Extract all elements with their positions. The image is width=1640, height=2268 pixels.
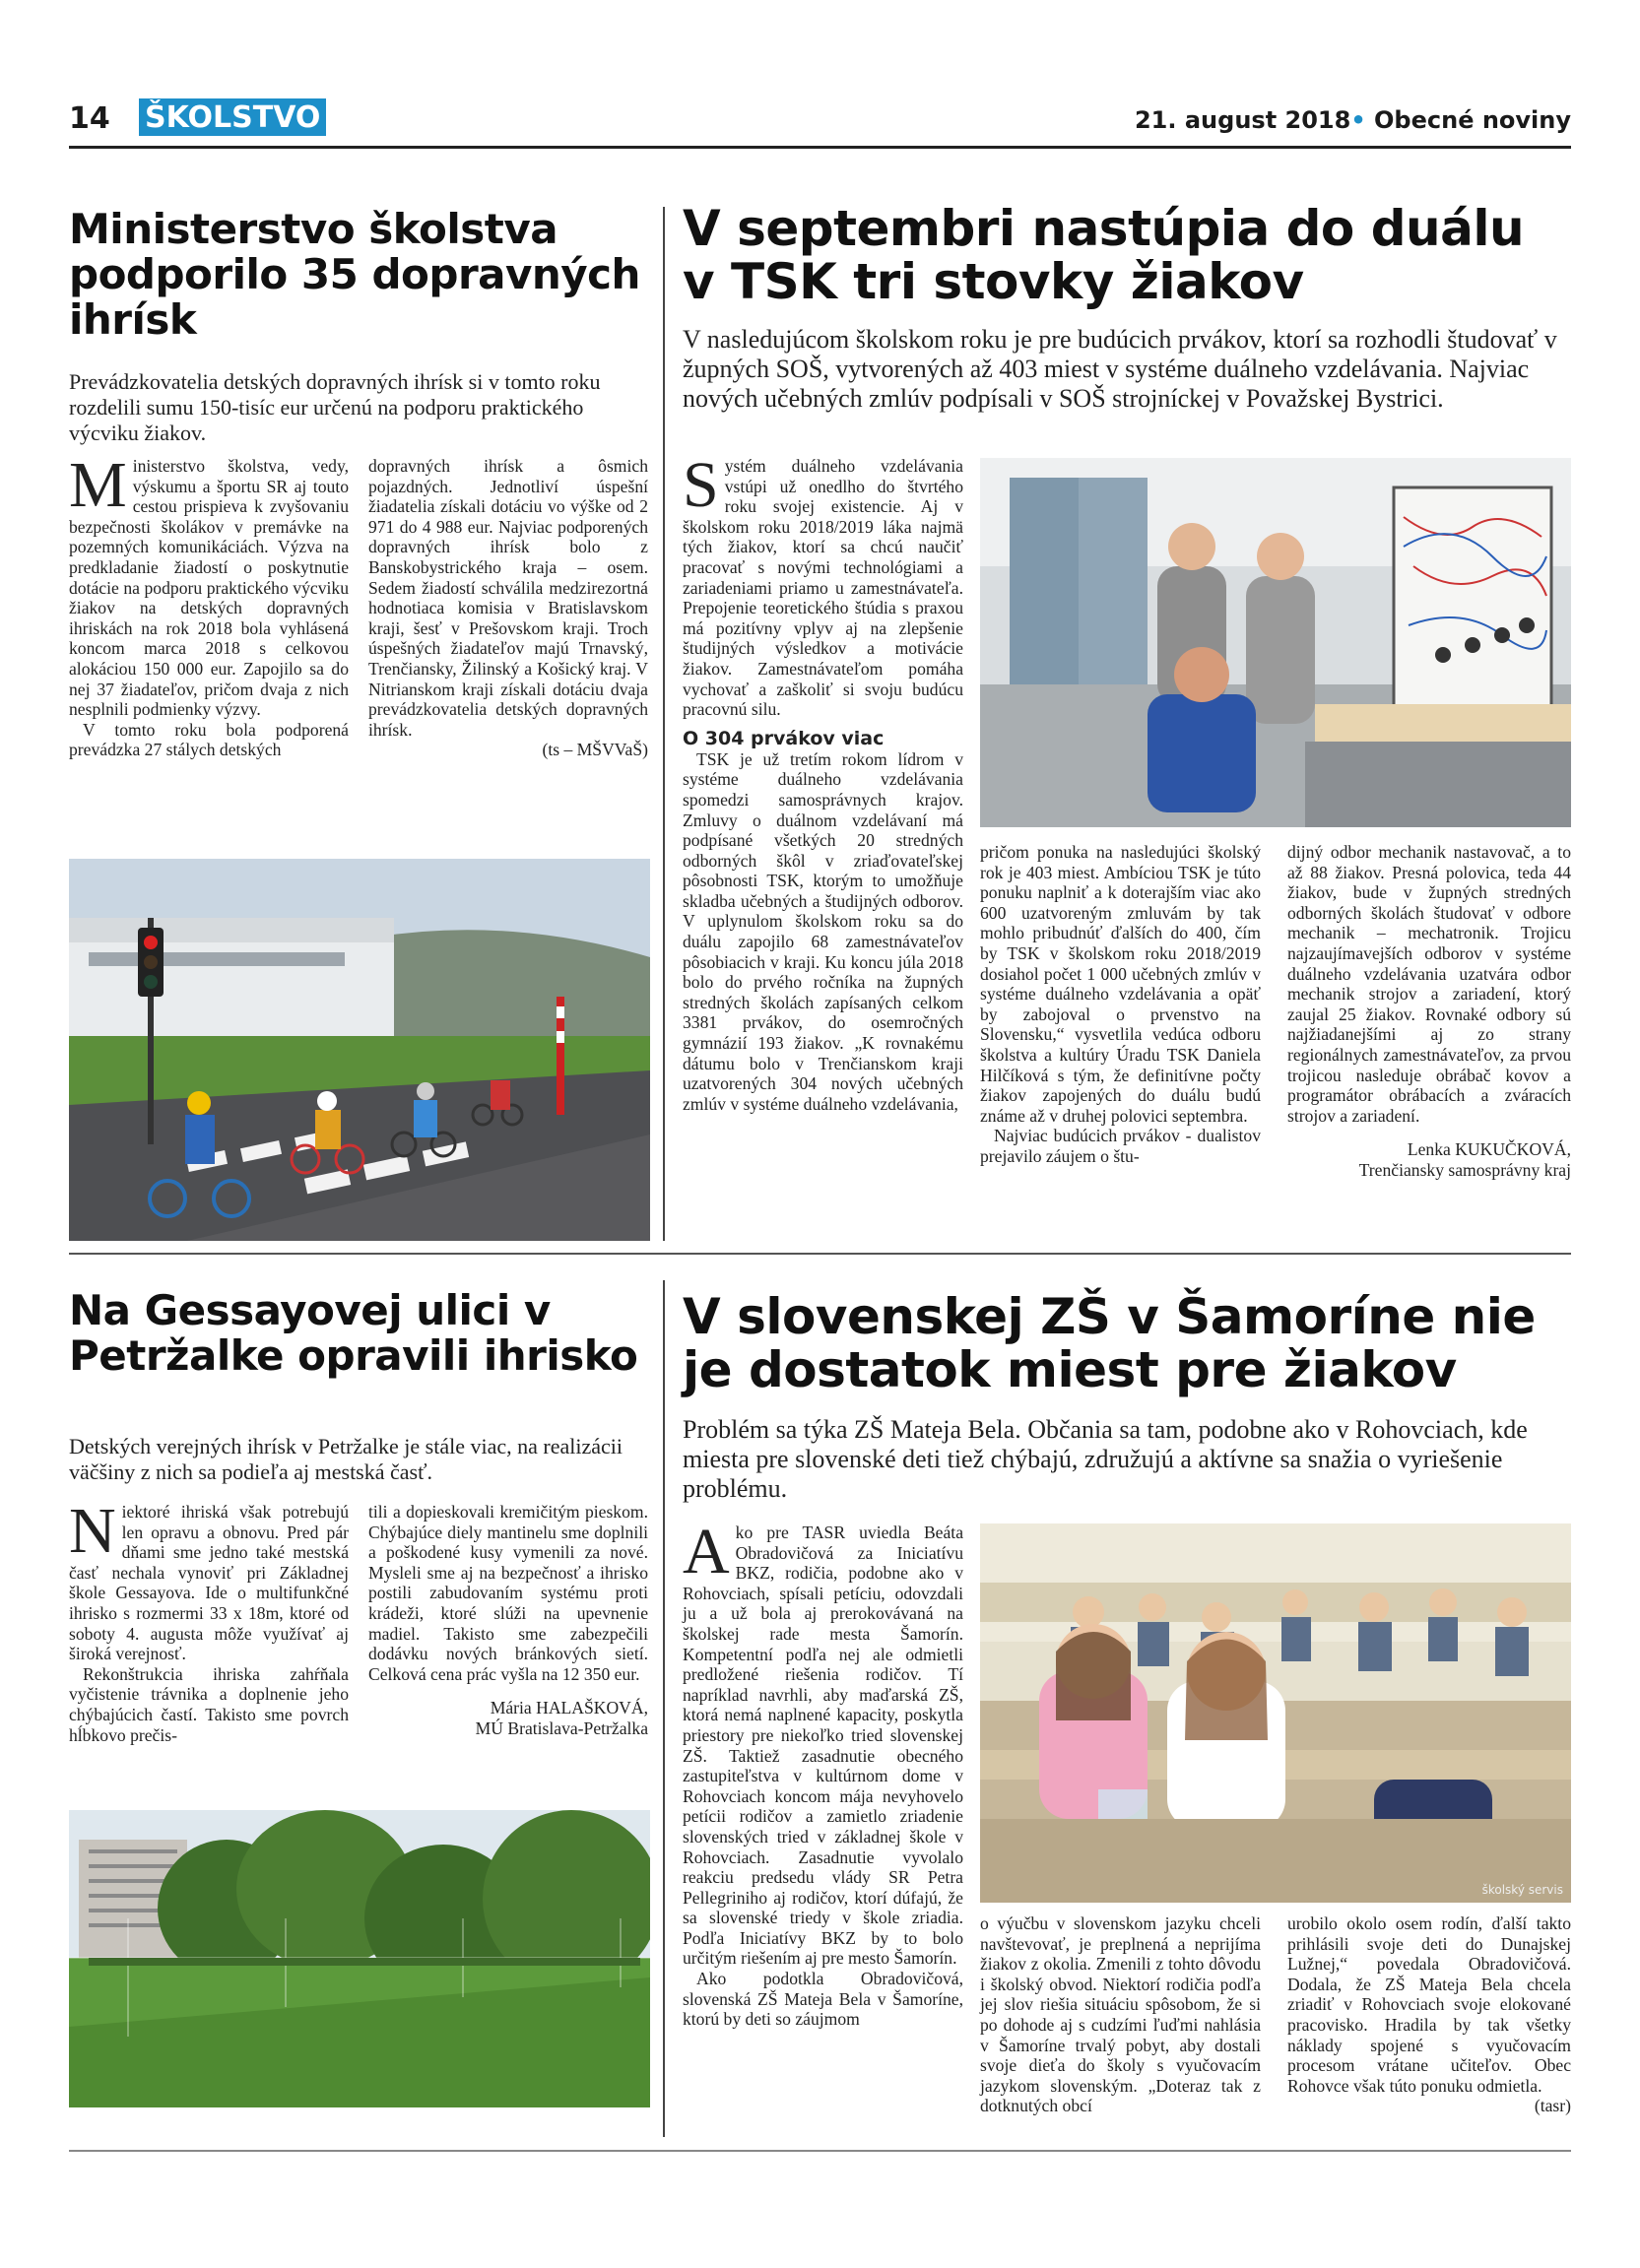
issue-date: 21. august 2018 [1134,106,1351,134]
article-2-col3: dijný odbor mechanik nastavovač, a to až 88 žiakov. Presná polovica, teda 44 žiakov, bude v župných stredných odborných školách študovať v odbore mechanik – mechatronik. Trojicu najzaujímavejších odborov v systéme duálneho vzdelávania uzatvára odbor mechanik strojov a zariadení, ktorý zaujal 25 žiakov. Rovnaké odbory sú najžiadanejšími aj zo strany regionálnych zamestnávateľov, za prvou trojicou nasleduje obrábač kovov a programátor obrábacích a zváracích strojov a zariadení. Lenka KUKUČKOVÁ, Trenčiansky samosprávny kraj [1287,842,1571,1180]
article-3-lead: Detských verejných ihrísk v Petržalke je stále viac, na realizácii väčšiny z nich sa podieľa aj mestská časť. [69,1434,623,1484]
column-divider [663,207,665,1241]
column-divider [663,1280,665,2137]
page-number: 14 [69,101,110,136]
article-3-signature-name: Mária HALAŠKOVÁ, [490,1698,648,1718]
classroom-photo [980,1523,1571,1903]
article-2-signature-name: Lenka KUKUČKOVÁ, [1407,1139,1571,1160]
photo-credit: školský servis [1481,1883,1563,1897]
footer-rule [69,2150,1571,2152]
article-2-lead: V nasledujúcom školskom roku je pre budúcich prvákov, ktorí sa rozhodli študovať v župných SOŠ, vytvorených až 403 miest v systéme duálneho vzdelávania. Najviac nových učebných zmlúv podpísali v SOŠ strojníckej v Považskej Bystrici. [683,325,1557,413]
article-1-signature: (ts – MŠVVaŠ) [542,740,648,760]
article-3-col2: tili a dopieskovali kremičitým pieskom. Chýbajúce diely mantinelu sme doplnili a poškodené kusy vymenili za nové. Mysleli sme aj na bezpečnosť a ihrisko postili zabudovaním systému proti krádeži, ktoré slúži na upevnenie madiel. Takisto sme zabezpečili dodávku nových bránkových sietí. Celková cena prác vyšla na 12 350 eur. Mária HALAŠKOVÁ, MÚ Bratislava-Petržalka [368,1502,648,1738]
article-4-title: V slovenskej ZŠ v Šamoríne nie je dostatok miest pre žiakov [683,1288,1536,1398]
article-3-col1: N iektoré ihriská však potrebujú len opravu a obnovu. Pred pár dňami sme jedno také mestská časť nechala vynoviť pri Základnej škole Gessayova. Ide o multifunkčné ihrisko s rozmermi 33 x 18m, ktoré od soboty 4. augusta môže využívať aj široká verejnosť. Rekonštrukcia ihriska zahŕňala vyčistenie trávnika a doplnenie jeho chýbajúcich častí. Takisto sme povrch hĺbkovo prečis- [69,1495,349,1745]
article-1-col1: M inisterstvo školstva, vedy, výskumu a športu SR aj touto cestou prispieva k zvyšovaniu bezpečnosti školákov v premávke na pozemných komunikáciách. Výzva na predkladanie žiadostí o poskytnutie dotácie na podporu praktického výcviku žiakov na detských dopravných ihriskách na rok 2018 bola vyhlásená koncom marca 2018 s celkovou alokáciou 150 000 eur. Zapojilo sa do nej 37 žiadateľov, pričom dvaja z nich nesplnili podmienky výzvy. V tomto roku bola podporená prevádzka 27 stálych detských [69,449,349,760]
traffic-playground-photo [69,859,650,1241]
article-3-title: Na Gessayovej ulici v Petržalke opravili ihrisko [69,1286,638,1380]
article-4-col2: o výučbu v slovenskom jazyku chceli navštevovať, je preplnená a neprijíma žiakov z okolia. Zmenili z tohto dôvodu i školský obvod. Niektorí rodičia podľa jej slov riešia situáciu spôsobom, že si po dohode aj s cudzími ľuďmi nahlásia v Šamoríne trvalý pobyt, aby dostali svoje dieťa do školy s vyučovacím jazykom slovenským. „Doteraz tak z dotknutých obcí [980,1913,1261,2116]
header-rule [69,146,1571,149]
article-2-title: V septembri nastúpia do duálu v TSK tri stovky žiakov [683,200,1525,310]
article-1-title: Ministerstvo školstva podporilo 35 dopravných ihrísk [69,205,640,344]
article-1-lead: Prevádzkovatelia detských dopravných ihrísk si v tomto roku rozdelili sumu 150-tisíc eur určenú na podporu praktického výcviku žiakov. [69,369,601,445]
section-label: ŠKOLSTVO [139,98,326,136]
dropcap: A [683,1516,730,1588]
dropcap: S [683,449,719,521]
article-2-col2: pričom ponuka na nasledujúci školský rok je 403 miest. Ambíciou TSK je túto ponuku naplniť a k doterajším viac ako 600 uzatvoreným zmluvám by tak mohlo pribudnúť ďalších do 400, čím by TSK v školskom roku 2018/2019 dosiahol počet 1 000 učebných zmlúv v systéme duálneho vzdelávania a opäť by zabojoval o prvenstvo na Slovensku,“ vysvetlila vedúca odboru školstva a kultúry Úradu TSK Daniela Hilčíková s tým, že definitívne počty žiakov zapojených do duálu budú známe až v druhej polovici septembra. Najviac budúcich prvákov - dualistov prejavilo záujem o štu- [980,842,1261,1166]
sports-pitch-photo [69,1810,650,2107]
article-2-col1: S ystém duálneho vzdelávania vstúpi už onedlho do štvrtého roku svojej existencie. Aj v školskom roku 2018/2019 láka najmä tých žiakov, ktorí sa chcú naučiť pracovať s novými technológiami a zariadeniami priamo u zamestnávateľa. Prepojenie teoretického štúdia s praxou má pozitívny vplyv aj na zlepšenie študijných výsledkov a motivácie žiakov. Zamestnávateľom pomáha vychovať a zaškoliť si svoju budúcu pracovnú silu. O 304 prvákov viac TSK je už tretím rokom lídrom v systéme duálneho vzdelávania spomedzi samosprávnych krajov. Zmluvy o duálnom vzdelávaní má podpísané všetkých 20 stredných odborných škôl v zriaďovateľskej pôsobnosti TSK, ktorým to umožňuje skladba učebných a študijných odborov. V uplynulom školskom roku sa do duálu zapojilo 68 zamestnávateľov pôsobiacich v kraji. Ku koncu júla 2018 bolo do prvého ročníka na župných stredných školách zapísaných celkom 3381 prvákov, do osemročných gymnázií 193 žiakov. „K rovnakému dátumu bolo v Trenčianskom kraji uzatvorených 304 nových učebných zmlúv v systéme duálneho vzdelávania, [683,449,963,1114]
article-4-signature: (tasr) [1534,2096,1571,2116]
paper-name: Obecné noviny [1374,106,1571,134]
article-4-col3: urobilo okolo osem rodín, ďalší takto prihlásili svoje deti do Dunajskej Lužnej,“ povedala Obradovičová. Dodala, že ZŠ Mateja Bela chcela zriadiť v Rohovciach svoje elokované pracovisko. Hradila by tak všetky náklady spojené s vyučovacím procesom vrátane učiteľov. Obec Rohovce však túto ponuku odmietla. (tasr) [1287,1913,1571,2116]
article-1-col2: dopravných ihrísk a ôsmich pojazdných. Jednotliví úspešní žiadatelia získali dotáciu vo výške od 2 971 do 4 988 eur. Najviac podporených dopravných ihrísk bolo z Banskobystrického kraja – osem. Sedem žiadostí schválila medzirezortná hodnotiaca komisia v Bratislavskom kraji, šesť v Prešovskom kraji. Troch úspešných žiadateľov majú Trnavský, Trenčiansky, Žilinský a Košický kraj. V Nitrianskom kraji získali dotáciu dvaja prevádzkovatelia detských dopravných ihrísk. (ts – MŠVVaŠ) [368,456,648,760]
dropcap: M [69,449,127,521]
masthead-info [1135,106,1571,134]
article-4-col1: A ko pre TASR uviedla Beáta Obradovičová za Iniciatívu BKZ, rodičia, podobne ako v Rohovciach, spísali petíciu, odovzdali ju a už bola aj prerokovávaná na školskej rade mesta Šamorín. Kompetentní podľa nej ale odmietli predložené riešenia rodičov. Tí napríklad navrhli, aby maďarská ZŠ, ktorá nemá naplnené kapacity, poskytla priestory pre niekoľko tried slovenskej ZŠ. Taktiež zasadnutie obecného zastupiteľstva v kultúrnom dome v Rohovciach koncom mája nevyhovelo petícii rodičov a zamietlo zriadenie slovenských tried v základnej škole v Rohovciach. Zasadnutie vyvolalo reakciu predsedu vlády SR Petra Pellegriniho aj rodičov, ktorí dúfajú, že sa slovenské triedy v škole zriadia. Podľa Iniciatívy BKZ by to bolo určitým riešením aj pre mesto Šamorín. Ako podotkla Obradovičová, slovenská ZŠ Mateja Bela v Šamoríne, ktorú by deti so záujmom [683,1516,963,2030]
section-rule [69,1253,1571,1255]
article-2-subheading: O 304 prvákov viac [683,727,885,749]
separator-dot: • [1350,106,1366,134]
article-4-lead: Problém sa týka ZŠ Mateja Bela. Občania sa tam, podobne ako v Rohovciach, kde miesta pre slovenské deti tiež chýbajú, združujú a aktívne sa snažia o vyriešenie problému. [683,1415,1528,1503]
dropcap: N [69,1495,116,1567]
article-2-signature-org: Trenčiansky samosprávny kraj [1358,1159,1571,1180]
workshop-photo [980,458,1571,827]
article-3-signature-org: MÚ Bratislava-Petržalka [475,1717,648,1738]
